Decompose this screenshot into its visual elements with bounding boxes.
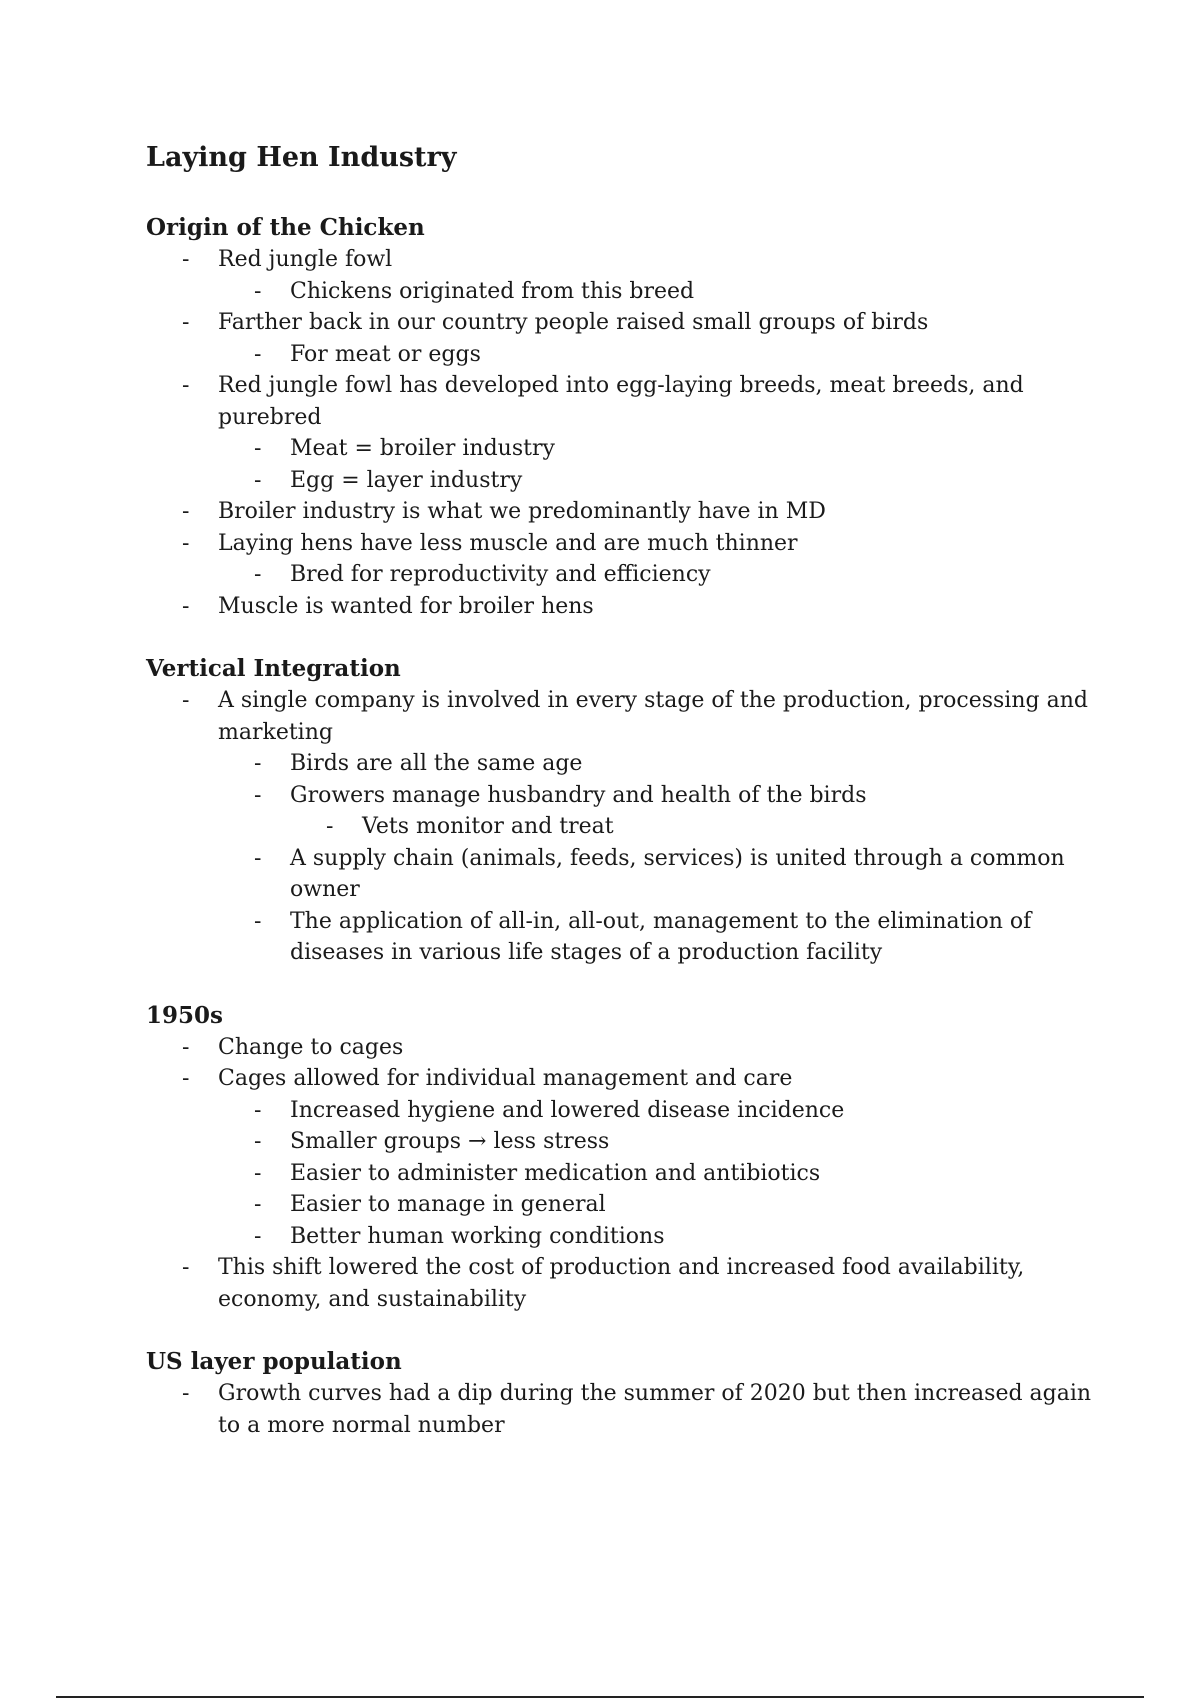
list-item-text: Cages allowed for individual management and care (218, 1066, 793, 1091)
list-item (146, 559, 1106, 591)
list-item-text: Easier to manage in general (290, 1192, 606, 1217)
bullet-dash-icon: - (254, 845, 262, 871)
section (146, 212, 1106, 622)
bullet-dash-icon: - (182, 530, 190, 556)
bullet-list (146, 685, 1106, 969)
bullet-dash-icon: - (182, 310, 190, 335)
list-item (146, 433, 1106, 465)
list-item (146, 1095, 1106, 1127)
list-item-text: This shift lowered the cost of production and increased food availability, economy, and sustainability (218, 1255, 1025, 1312)
list-item (146, 1126, 1106, 1158)
list-item (146, 1378, 1106, 1441)
list-item (146, 843, 1106, 906)
bullet-dash-icon: - (182, 1381, 190, 1406)
bullet-dash-icon: - (254, 1223, 262, 1249)
list-item-text: Meat = broiler industry (290, 436, 555, 461)
bullet-dash-icon: - (254, 1192, 262, 1217)
bullet-dash-icon: - (254, 436, 262, 461)
list-item-text: Growth curves had a dip during the summer of 2020 but then increased again to a more normal number (218, 1381, 1092, 1438)
bullet-dash-icon: - (254, 751, 262, 776)
list-item (146, 496, 1106, 528)
list-item-text: Farther back in our country people raised small groups of birds (218, 310, 929, 335)
bullet-dash-icon: - (254, 341, 262, 367)
bullet-dash-icon: - (182, 373, 190, 398)
page-bottom-rule (56, 1696, 1144, 1698)
bullet-dash-icon: - (182, 1066, 190, 1091)
list-item-text: Smaller groups → less stress (290, 1129, 610, 1154)
list-item (146, 370, 1106, 433)
list-item (146, 1221, 1106, 1253)
list-item-text: A supply chain (animals, feeds, services) is united through a common owner (290, 845, 1065, 902)
bullet-dash-icon: - (254, 1129, 262, 1154)
bullet-list (146, 1378, 1106, 1441)
list-item (146, 811, 1106, 843)
bullet-dash-icon: - (254, 1160, 262, 1186)
list-item-text: Red jungle fowl (218, 247, 393, 272)
bullet-dash-icon: - (254, 782, 262, 808)
sections-container (146, 212, 1106, 1441)
list-item-text: Growers manage husbandry and health of the birds (290, 782, 867, 808)
list-item (146, 685, 1106, 748)
list-item-text: Chickens originated from this breed (290, 278, 695, 304)
list-item-text: Laying hens have less muscle and are much thinner (218, 530, 798, 556)
list-item (146, 906, 1106, 969)
bullet-dash-icon: - (182, 1255, 190, 1280)
list-item (146, 1032, 1106, 1064)
list-item (146, 465, 1106, 497)
bullet-dash-icon: - (182, 499, 190, 524)
bullet-dash-icon: - (182, 688, 190, 713)
bullet-list (146, 244, 1106, 622)
section-heading: US layer population (146, 1348, 402, 1375)
list-item-text: A single company is involved in every stage of the production, processing and marketing (218, 688, 1088, 745)
list-item-text: Egg = layer industry (290, 467, 523, 493)
list-item-text: Change to cages (218, 1034, 404, 1060)
list-item (146, 1063, 1106, 1095)
list-item-text: Better human working conditions (290, 1223, 665, 1249)
document-page (146, 140, 1106, 1472)
section-heading: Origin of the Chicken (146, 214, 425, 241)
bullet-dash-icon: - (254, 562, 262, 587)
bullet-dash-icon: - (182, 1034, 190, 1060)
list-item (146, 1189, 1106, 1221)
bullet-dash-icon: - (254, 467, 262, 493)
list-item-text: Broiler industry is what we predominantly have in MD (218, 499, 826, 524)
list-item-text: The application of all-in, all-out, management to the elimination of diseases in various life stages of a production facility (290, 908, 1032, 965)
bullet-dash-icon: - (326, 814, 334, 839)
list-item (146, 244, 1106, 276)
list-item-text: Red jungle fowl has developed into egg-laying breeds, meat breeds, and purebred (218, 373, 1024, 430)
list-item (146, 748, 1106, 780)
bullet-dash-icon: - (254, 278, 262, 304)
list-item (146, 1252, 1106, 1315)
bullet-list (146, 1032, 1106, 1316)
list-item (146, 780, 1106, 812)
list-item (146, 307, 1106, 339)
bullet-dash-icon: - (182, 593, 190, 619)
document-title: Laying Hen Industry (146, 142, 457, 173)
section (146, 1346, 1106, 1441)
section-heading: Vertical Integration (146, 655, 401, 682)
list-item-text: Vets monitor and treat (362, 814, 614, 839)
list-item (146, 1158, 1106, 1190)
list-item-text: Easier to administer medication and antibiotics (290, 1160, 821, 1186)
list-item-text: Increased hygiene and lowered disease incidence (290, 1097, 845, 1123)
section (146, 1000, 1106, 1316)
bullet-dash-icon: - (254, 1097, 262, 1123)
section-heading: 1950s (146, 1001, 223, 1029)
list-item-text: For meat or eggs (290, 341, 481, 367)
bullet-dash-icon: - (182, 247, 190, 272)
section (146, 653, 1106, 969)
list-item-text: Muscle is wanted for broiler hens (218, 593, 594, 619)
list-item (146, 276, 1106, 308)
bullet-dash-icon: - (254, 908, 262, 934)
list-item-text: Bred for reproductivity and efficiency (290, 562, 711, 587)
list-item (146, 591, 1106, 623)
list-item (146, 528, 1106, 560)
list-item (146, 339, 1106, 371)
list-item-text: Birds are all the same age (290, 751, 583, 776)
